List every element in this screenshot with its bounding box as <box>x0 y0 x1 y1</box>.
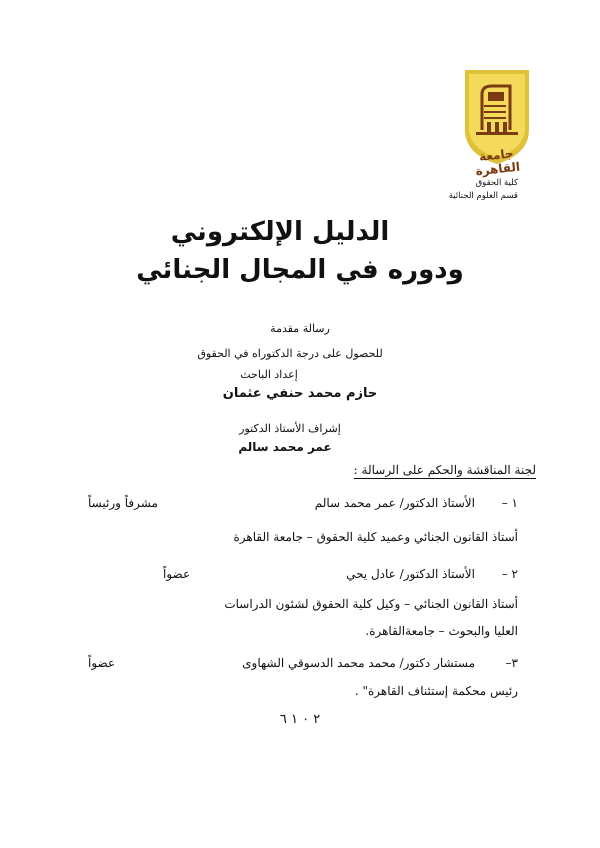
logo-lettering: جامعة القاهرة <box>474 146 521 179</box>
supervisor-name: عمر محمد سالم <box>238 440 332 454</box>
member-2-description-line1: أستاذ القانون الجنائي – وكيل كلية الحقوق لشئون الدراسات <box>224 597 518 611</box>
member-1-description: أستاذ القانون الجنائي وعميد كلية الحقوق – جامعة القاهرة <box>233 530 518 544</box>
department-name: قسم العلوم الجنائية <box>448 191 518 201</box>
prepared-by-label: إعداد الباحث <box>240 368 298 381</box>
member-1-name: الأستاذ الدكتور/ عمر محمد سالم <box>314 496 475 510</box>
year: ٢ ٠ ١ ٦ <box>279 712 321 727</box>
thesis-title-line2: ودوره في المجال الجنائي <box>136 255 464 285</box>
submitted-label: رسالة مقدمة <box>270 322 330 335</box>
faculty-name: كلية الحقوق <box>475 178 518 188</box>
member-1-role: مشرفاً ورئيساً <box>88 496 158 510</box>
thesis-title-line1: الدليل الإلكتروني <box>170 217 390 247</box>
member-2-number: ٢ – <box>501 567 518 581</box>
member-3-name: مستشار دكتور/ محمد محمد الدسوقي الشهاوى <box>242 656 475 670</box>
member-3-role: عضواً <box>88 656 116 670</box>
member-2-name: الأستاذ الدكتور/ عادل يحي <box>346 567 475 581</box>
cairo-university-logo <box>462 68 532 179</box>
researcher-name: حازم محمد حنفي عثمان <box>222 386 378 401</box>
degree-purpose: للحصول على درجة الدكتوراه في الحقوق <box>197 347 383 360</box>
member-2-role: عضواً <box>163 567 191 581</box>
supervisor-label: إشراف الأستاذ الدكتور <box>239 422 341 435</box>
committee-heading: لجنة المناقشة والحكم على الرسالة : <box>353 463 536 477</box>
member-3-number: ٣– <box>505 656 518 670</box>
member-1-number: ١ – <box>501 496 518 510</box>
member-3-description: رئيس محكمة إستئناف القاهرة" . <box>354 684 518 698</box>
member-2-description-line2: العليا والبحوث – جامعةالقاهرة. <box>365 624 518 638</box>
